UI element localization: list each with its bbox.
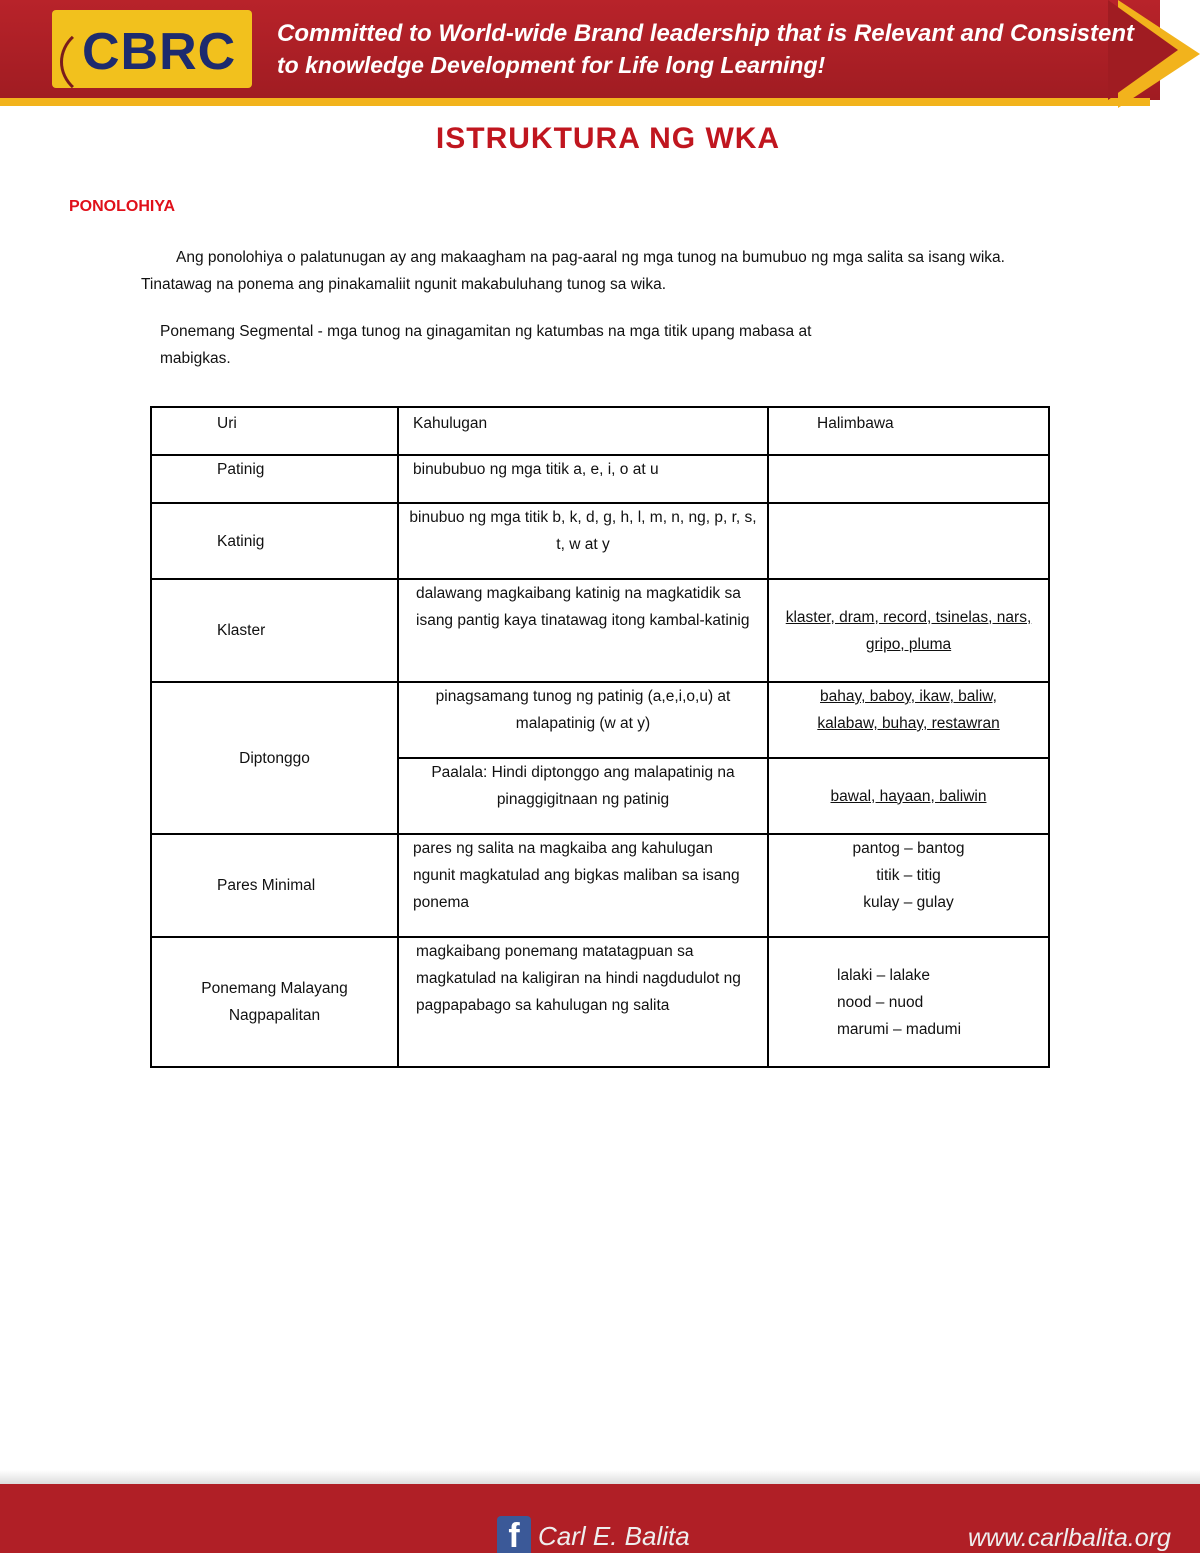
malayang-example-2: nood – nuod: [837, 993, 924, 1011]
katinig-halimbawa: [768, 503, 1049, 579]
patinig-kahulugan: binububuo ng mga titik a, e, i, o at u: [398, 455, 768, 503]
katinig-uri: Katinig: [151, 503, 398, 579]
table-row-diptonggo: [151, 682, 1049, 758]
pares-minimal-halimbawa: [768, 834, 1049, 937]
malayang-uri: Ponemang Malayang Nagpapalitan: [151, 937, 398, 1067]
facebook-icon[interactable]: f: [497, 1516, 531, 1553]
malayang-example-1: lalaki – lalake: [837, 966, 931, 984]
page-title: ISTRUKTURA NG WKA: [435, 122, 781, 155]
banner-gold-stripe: [0, 98, 1150, 106]
pares-minimal-example-2: titik – titig: [876, 867, 941, 884]
malayang-halimbawa: [768, 937, 1049, 1067]
header-halimbawa: Halimbawa: [768, 407, 1049, 455]
ponema-table: [150, 406, 1050, 1068]
table-row-malayang: [151, 937, 1049, 1067]
patinig-halimbawa: [768, 455, 1049, 503]
pares-minimal-example-3: kulay – gulay: [863, 894, 954, 911]
segmental-definition: Ponemang Segmental - mga tunog na ginagamitan ng katumbas na mga titik upang mabasa at mabigkas.: [160, 323, 812, 367]
cbrc-logo: [52, 10, 252, 88]
diptonggo-kahulugan: pinagsamang tunog ng patinig (a,e,i,o,u) at malapatinig (w at y): [398, 682, 768, 758]
diptonggo-paalala: Paalala: Hindi diptonggo ang malapatinig na pinaggigitnaan ng patinig: [398, 758, 768, 834]
malayang-kahulugan: magkaibang ponemang matatagpuan sa magkatulad na kaligiran na hindi nagdudulot ng pagpapabago sa kahulugan ng salita: [398, 937, 768, 1067]
section-heading: PONOLOHIYA: [69, 198, 176, 215]
pares-minimal-example-1: pantog – bantog: [852, 840, 965, 857]
table-header-row: [151, 407, 1049, 455]
diptonggo-paalala-halimbawa: bawal, hayaan, baliwin: [768, 758, 1049, 834]
footer-facebook-name[interactable]: Carl E. Balita: [538, 1521, 690, 1551]
patinig-uri: Patinig: [151, 455, 398, 503]
table-row-klaster: [151, 579, 1049, 682]
malayang-example-3: marumi – madumi: [837, 1020, 962, 1038]
header-uri: Uri: [151, 407, 398, 455]
header-banner: [0, 0, 1200, 108]
diptonggo-uri: Diptonggo: [151, 682, 398, 834]
klaster-halimbawa: klaster, dram, record, tsinelas, nars, gripo, pluma: [768, 579, 1049, 682]
banner-arrow-inner: [1108, 0, 1178, 100]
pares-minimal-kahulugan: pares ng salita na magkaiba ang kahulugan ngunit magkatulad ang bigkas maliban sa isang ponema: [398, 834, 768, 937]
table-row-patinig: [151, 455, 1049, 503]
klaster-kahulugan: dalawang magkaibang katinig na magkatidik sa isang pantig kaya tinatawag itong kambal-katinig: [398, 579, 768, 682]
pares-minimal-uri: Pares Minimal: [151, 834, 398, 937]
footer-website-link[interactable]: www.carlbalita.org: [968, 1524, 1171, 1552]
header-kahulugan: Kahulugan: [398, 407, 768, 455]
logo-text: CBRC: [82, 23, 237, 81]
table-row-pares-minimal: [151, 834, 1049, 937]
intro-paragraph: Ang ponolohiya o palatunugan ay ang makaagham na pag-aaral ng mga tunog na bumubuo ng mga salita sa isang wika. Tinatawag na ponema ang pinakamaliit ngunit makabuluhang tunog sa wika.: [141, 249, 1005, 293]
tagline-line-2: to knowledge Development for Life long Learning!: [277, 52, 826, 78]
tagline-line-1: Committed to World-wide Brand leadership that is Relevant and Consistent: [277, 20, 1134, 47]
table-row-katinig: [151, 503, 1049, 579]
katinig-kahulugan: binubuo ng mga titik b, k, d, g, h, l, m, n, ng, p, r, s, t, w at y: [398, 503, 768, 579]
klaster-uri: Klaster: [151, 579, 398, 682]
diptonggo-halimbawa: bahay, baboy, ikaw, baliw, kalabaw, buhay, restawran: [768, 682, 1049, 758]
